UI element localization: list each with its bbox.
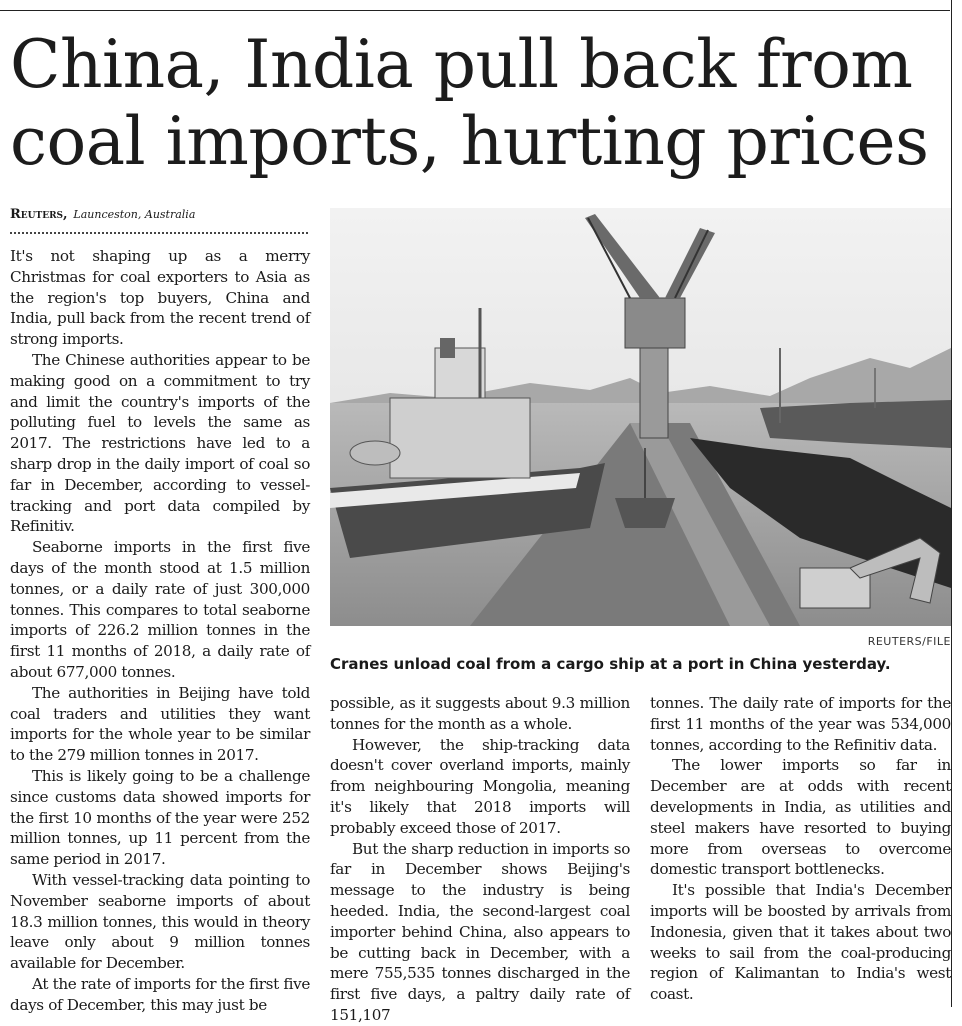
article-column-1 (10, 246, 310, 1015)
byline-agency: Reuters, (10, 207, 68, 222)
news-photo (330, 208, 951, 626)
paragraph: tonnes. The daily rate of imports for the first 11 months of the year was 534,000 tonnes, according to the Refinitiv data. (650, 694, 951, 754)
byline-place: Launceston, Australia (73, 208, 196, 221)
paragraph: The Chinese authorities appear to be making good on a commitment to try and limit the country's imports of the polluting fuel to levels the same as 2017. The restrictions have led to a sharp drop in the daily import of coal so far in December, according to vessel-tracking and port data compiled by Refinitiv. (10, 350, 310, 536)
article-column-2 (330, 693, 630, 1026)
article-column-3 (650, 693, 951, 1005)
headline-line-2: coal imports, hurting prices (10, 103, 929, 180)
headline-line-1: China, India pull back from (10, 26, 913, 103)
paragraph: With vessel-tracking data pointing to November seaborne imports of about 18.3 million tonnes, this would in theory leave only about 9 million tonnes available for December. (10, 870, 310, 973)
paragraph: It's not shaping up as a merry Christmas for coal exporters to Asia as the region's top buyers, China and India, pull back from the recent trend of strong imports. (10, 247, 310, 349)
byline (10, 207, 310, 222)
photo-credit: REUTERS/FILE (867, 635, 951, 648)
headline (10, 26, 950, 180)
paragraph: But the sharp reduction in imports so far in December shows Beijing's message to the industry is being heeded. India, the second-largest coal importer behind China, also appears to be cutting back in December, with a mere 755,535 tonnes discharged in the first five days, a paltry daily rate of 151,107 (330, 839, 630, 1024)
paragraph: This is likely going to be a challenge since customs data showed imports for the first 10 months of the year were 252 million tonnes, up 11 percent from the same period in 2017. (10, 766, 310, 869)
right-rule (951, 0, 952, 1007)
top-rule (0, 10, 950, 11)
photo-caption: Cranes unload coal from a cargo ship at a port in China yesterday. (330, 655, 891, 673)
paragraph: possible, as it suggests about 9.3 million tonnes for the month as a whole. (330, 694, 630, 733)
paragraph: At the rate of imports for the first five days of December, this may just be (10, 974, 310, 1014)
dotted-divider (10, 232, 308, 234)
paragraph: The lower imports so far in December are at odds with recent developments in India, as utilities and steel makers have resorted to buying more from overseas to overcome domestic transport bottlenecks. (650, 756, 951, 879)
paragraph: It's possible that India's December imports will be boosted by arrivals from Indonesia, given that it takes about two weeks to sail from the coal-producing region of Kalimantan to India's west coast. (650, 881, 951, 1004)
paragraph: The authorities in Beijing have told coal traders and utilities they want imports for the whole year to be similar to the 279 million tonnes in 2017. (10, 683, 310, 765)
paragraph: Seaborne imports in the first five days of the month stood at 1.5 million tonnes, or a daily rate of just 300,000 tonnes. This compares to total seaborne imports of 226.2 million tonnes in the first 11 months of 2018, a daily rate of about 677,000 tonnes. (10, 538, 310, 681)
paragraph: However, the ship-tracking data doesn't cover overland imports, mainly from neighbouring Mongolia, meaning it's likely that 2018 imports will probably exceed those of 2017. (330, 735, 630, 837)
